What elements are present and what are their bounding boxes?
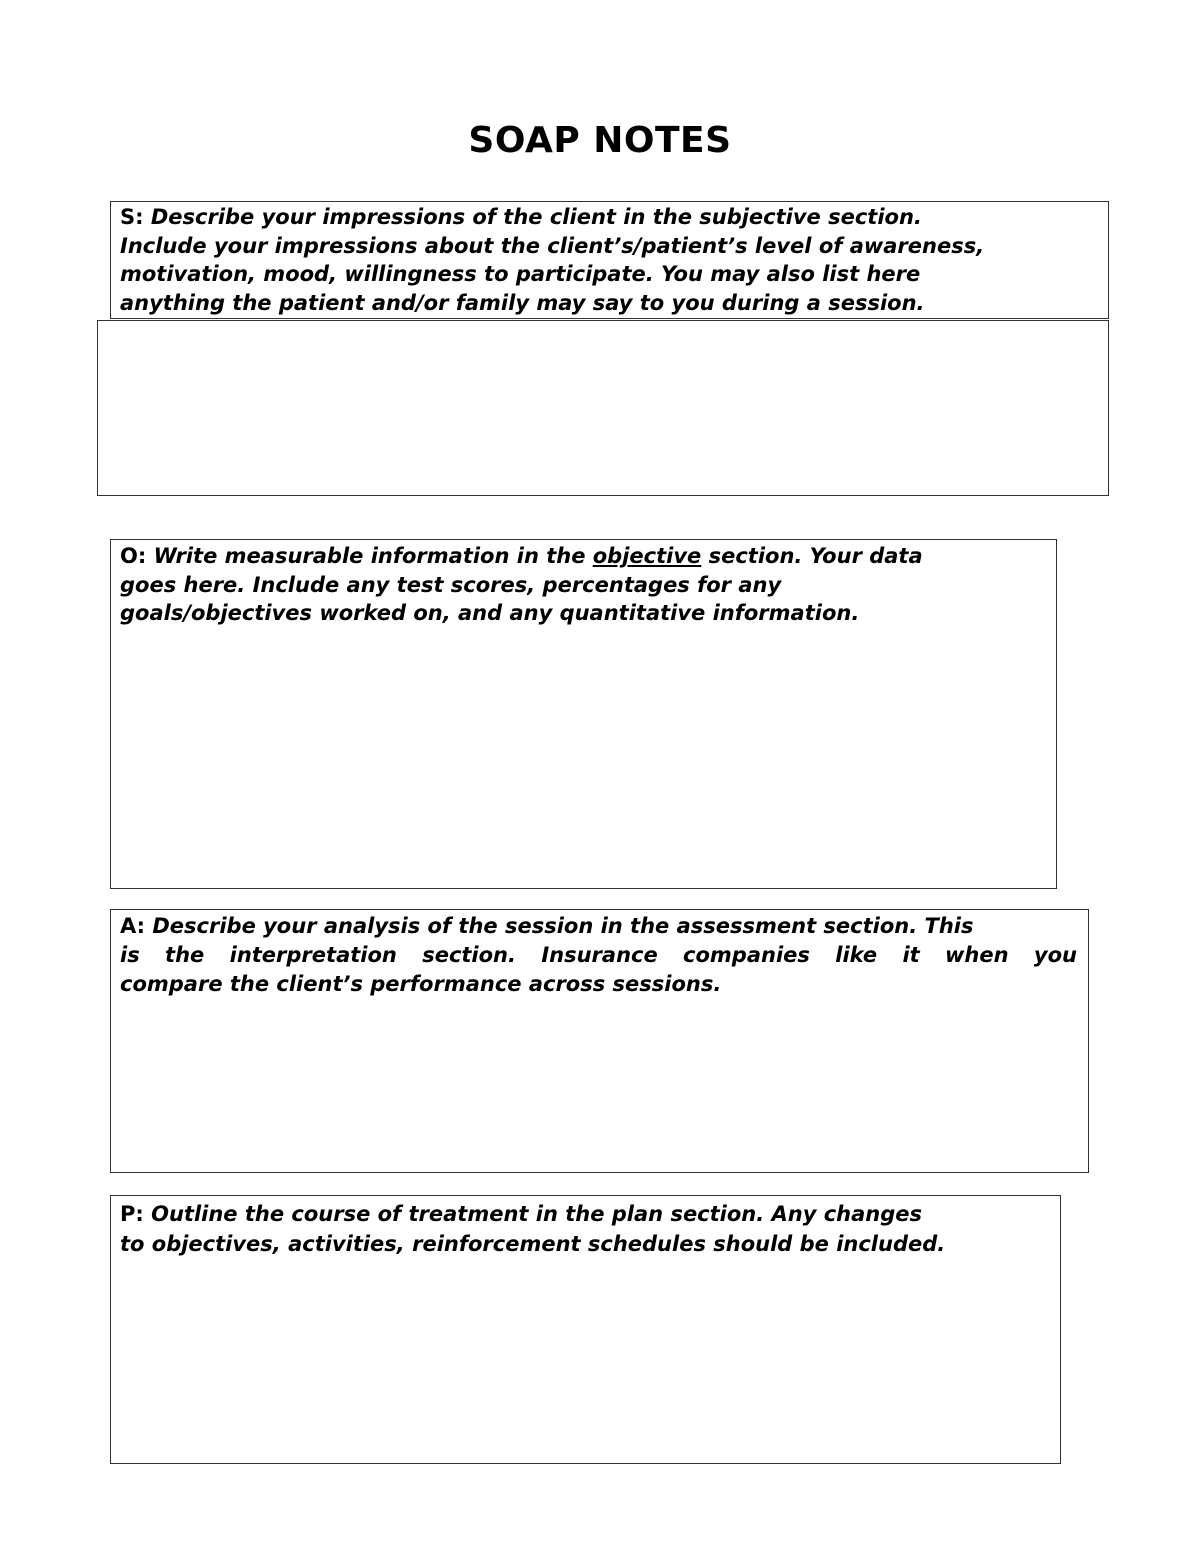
objective-line-1-post: section. Your data — [708, 544, 923, 568]
subjective-line-4: anything the patient and/or family may say to you during a session. — [120, 290, 925, 315]
plan-line-2: to objectives, activities, reinforcement schedules should be included. — [120, 1232, 946, 1256]
subjective-line-3: motivation, mood, willingness to participate. You may also list here — [120, 262, 921, 286]
page-title: SOAP NOTES — [468, 120, 732, 161]
subjective-line-1: Describe your impressions of the client in the subjective section. — [150, 205, 922, 229]
objective-letter: O: — [120, 544, 147, 568]
objective-line-1-pre: Write measurable information in the — [153, 544, 586, 568]
assessment-line-3: compare the client’s performance across sessions. — [120, 972, 722, 996]
subjective-prompt — [120, 203, 984, 317]
objective-line-3: goals/objectives worked on, and any quantitative information. — [120, 601, 860, 625]
subjective-line-2: Include your impressions about the client’s/patient’s level of awareness, — [120, 233, 985, 258]
assessment-line-1: Describe your analysis of the session in the assessment section. This — [152, 914, 974, 938]
objective-prompt — [120, 542, 923, 628]
subjective-notes-area[interactable] — [97, 320, 1109, 496]
objective-line-2: goes here. Include any test scores, percentages for any — [120, 572, 782, 597]
assessment-prompt — [120, 912, 1077, 999]
plan-letter: P: — [120, 1202, 144, 1226]
assessment-letter: A: — [120, 914, 146, 938]
subjective-letter: S: — [120, 205, 144, 229]
plan-line-1: Outline the course of treatment in the plan section. Any changes — [151, 1202, 923, 1226]
plan-prompt — [120, 1199, 945, 1259]
assessment-line-2: is the interpretation section. Insurance companies like it when you — [120, 943, 1077, 967]
objective-underlined-word: objective — [592, 544, 702, 568]
